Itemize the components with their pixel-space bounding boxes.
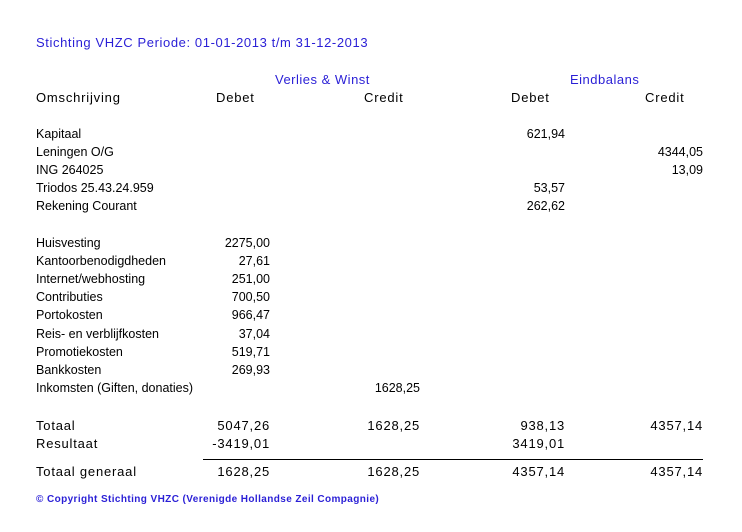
- row-label: Internet/webhosting: [36, 272, 146, 286]
- row-label: Bankkosten: [36, 363, 102, 377]
- resultaat-vw-debet: -3419,01: [212, 436, 270, 451]
- column-header-omschrijving: Omschrijving: [36, 90, 121, 105]
- total-rule: [271, 459, 352, 460]
- row-eb-debet: 621,94: [526, 127, 565, 141]
- row-eb-debet: 53,57: [533, 181, 565, 195]
- row-label: Portokosten: [36, 308, 103, 322]
- totaal-label: Totaal: [36, 418, 76, 433]
- row-vw-debet: 2275,00: [224, 236, 270, 250]
- generaal-eb-credit: 4357,14: [650, 464, 703, 479]
- total-rule: [420, 459, 497, 460]
- row-label: Leningen O/G: [36, 145, 114, 159]
- column-header-credit-eb: Credit: [645, 90, 685, 105]
- row-label: Rekening Courant: [36, 199, 137, 213]
- row-label: Huisvesting: [36, 236, 101, 250]
- generaal-vw-debet: 1628,25: [217, 464, 270, 479]
- row-label: Inkomsten (Giften, donaties): [36, 381, 194, 395]
- row-label: Reis- en verblijfkosten: [36, 327, 159, 341]
- totaal-vw-debet: 5047,26: [217, 418, 270, 433]
- resultaat-label: Resultaat: [36, 436, 99, 451]
- totaal-generaal-label: Totaal generaal: [36, 464, 137, 479]
- total-rule: [497, 459, 565, 460]
- total-rule: [565, 459, 635, 460]
- group-header-eindbalans: Eindbalans: [570, 72, 640, 87]
- row-label: Kantoorbenodigdheden: [36, 254, 166, 268]
- group-header-verlies-winst: Verlies & Winst: [275, 72, 370, 87]
- total-rule: [635, 459, 703, 460]
- generaal-eb-debet: 4357,14: [512, 464, 565, 479]
- column-header-debet-eb: Debet: [511, 90, 550, 105]
- row-vw-credit: 1628,25: [374, 381, 420, 395]
- row-label: Promotiekosten: [36, 345, 123, 359]
- total-rule: [352, 459, 420, 460]
- row-vw-debet: 27,61: [238, 254, 270, 268]
- document-title: Stichting VHZC Periode: 01-01-2013 t/m 31-12-2013: [36, 35, 369, 50]
- total-rule: [203, 459, 271, 460]
- column-header-debet-vw: Debet: [216, 90, 255, 105]
- generaal-vw-credit: 1628,25: [367, 464, 420, 479]
- row-label: ING 264025: [36, 163, 104, 177]
- totaal-vw-credit: 1628,25: [367, 418, 420, 433]
- row-vw-debet: 251,00: [231, 272, 270, 286]
- row-vw-debet: 966,47: [231, 308, 270, 322]
- row-label: Contributies: [36, 290, 103, 304]
- row-eb-debet: 262,62: [526, 199, 565, 213]
- resultaat-eb-debet: 3419,01: [512, 436, 565, 451]
- totaal-eb-credit: 4357,14: [650, 418, 703, 433]
- row-vw-debet: 700,50: [231, 290, 270, 304]
- row-vw-debet: 519,71: [231, 345, 270, 359]
- row-eb-credit: 4344,05: [657, 145, 703, 159]
- row-label: Kapitaal: [36, 127, 82, 141]
- row-vw-debet: 269,93: [231, 363, 270, 377]
- column-header-credit-vw: Credit: [364, 90, 404, 105]
- row-eb-credit: 13,09: [671, 163, 703, 177]
- row-label: Triodos 25.43.24.959: [36, 181, 154, 195]
- totaal-eb-debet: 938,13: [520, 418, 565, 433]
- copyright-footer: © Copyright Stichting VHZC (Verenigde Hollandse Zeil Compagnie): [36, 494, 380, 505]
- row-vw-debet: 37,04: [238, 327, 270, 341]
